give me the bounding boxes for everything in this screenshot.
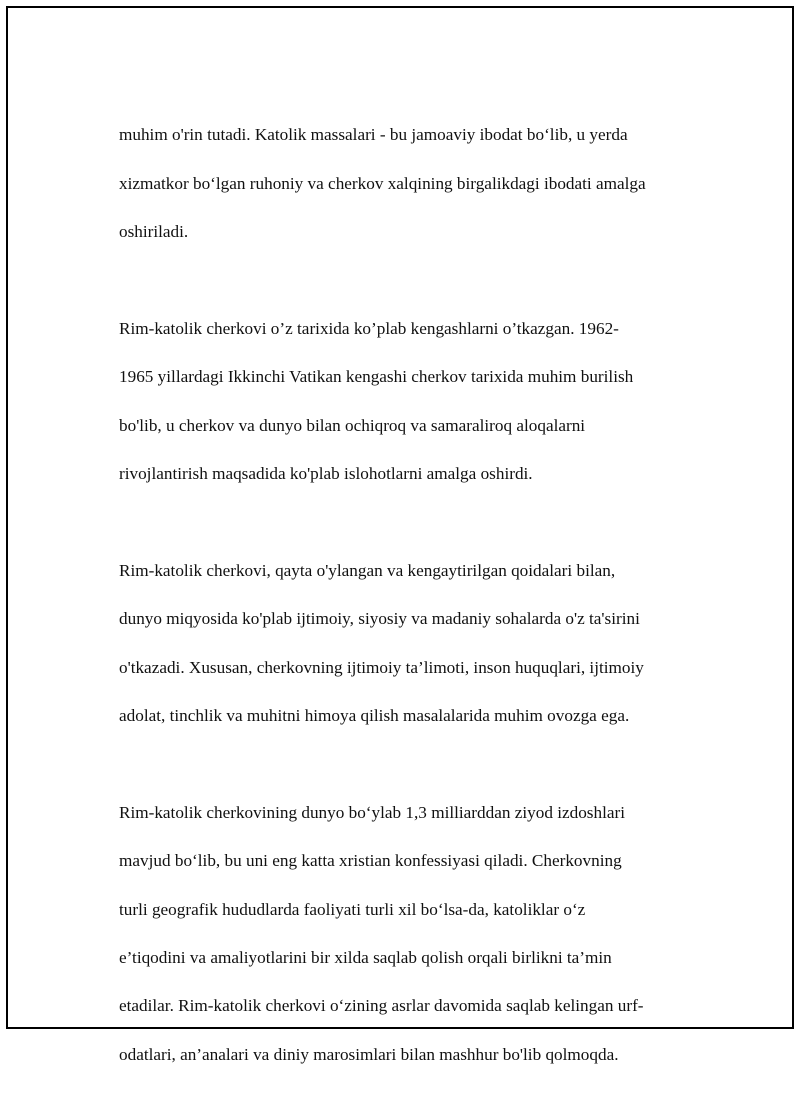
paragraph-3-line-1: Rim-katolik cherkovi, qayta o'ylangan va kengaytirilgan qoidalari bilan,: [119, 560, 616, 580]
paragraph-4-line-3: turli geografik hududlarda faoliyati turli xil bo‘lsa-da, katoliklar o‘z: [119, 899, 586, 919]
paragraph-4-line-4: e’tiqodini va amaliyotlarini bir xilda saqlab qolish orqali birlikni ta’min: [119, 948, 612, 968]
paragraph-3-line-3: o'tkazadi. Xususan, cherkovning ijtimoiy ta’limoti, inson huquqlari, ijtimoiy: [119, 657, 644, 677]
paragraph-4: [119, 777, 689, 1092]
paragraph-4-line-2: mavjud bo‘lib, bu uni eng katta xristian konfessiyasi qiladi. Cherkovning: [119, 851, 622, 871]
paragraph-2-line-2: 1965 yillardagi Ikkinchi Vatikan kengashi cherkov tarixida muhim burilish: [119, 367, 634, 387]
paragraph-3-line-4: adolat, tinchlik va muhitni himoya qilish masalalarida muhim ovozga ega.: [119, 706, 630, 726]
paragraph-1-line-1: muhim o'rin tutadi. Katolik massalari - bu jamoaviy ibodat bo‘lib, u yerda: [119, 125, 628, 145]
page-border: [6, 6, 794, 1064]
paragraph-4-line-1: Rim-katolik cherkovining dunyo bo‘ylab 1,3 milliarddan ziyod izdoshlari: [119, 802, 625, 822]
document-body: [119, 99, 689, 1115]
paragraph-4-line-6: odatlari, an’analari va diniy marosimlari bilan mashhur bo'lib qolmoqda.: [119, 1044, 619, 1064]
paragraph-4-line-5: etadilar. Rim-katolik cherkovi o‘zining asrlar davomida saqlab kelingan urf-: [119, 996, 644, 1016]
paragraph-1-line-3: oshiriladi.: [119, 222, 189, 242]
paragraph-3-line-2: dunyo miqyosida ko'plab ijtimoiy, siyosiy va madaniy sohalarda o'z ta'sirini: [119, 609, 640, 629]
paragraph-2-line-1: Rim-katolik cherkovi o’z tarixida ko’plab kengashlarni o’tkazgan. 1962-: [119, 318, 619, 338]
paragraph-1: [119, 99, 689, 268]
paragraph-2-line-3: bo'lib, u cherkov va dunyo bilan ochiqroq va samaraliroq aloqalarni: [119, 415, 586, 435]
paragraph-2-line-4: rivojlantirish maqsadida ko'plab islohotlarni amalga oshirdi.: [119, 464, 533, 484]
paragraph-3: [119, 535, 689, 753]
paragraph-1-line-2: xizmatkor bo‘lgan ruhoniy va cherkov xalqining birgalikdagi ibodati amalga: [119, 173, 646, 193]
paragraph-2: [119, 293, 689, 511]
